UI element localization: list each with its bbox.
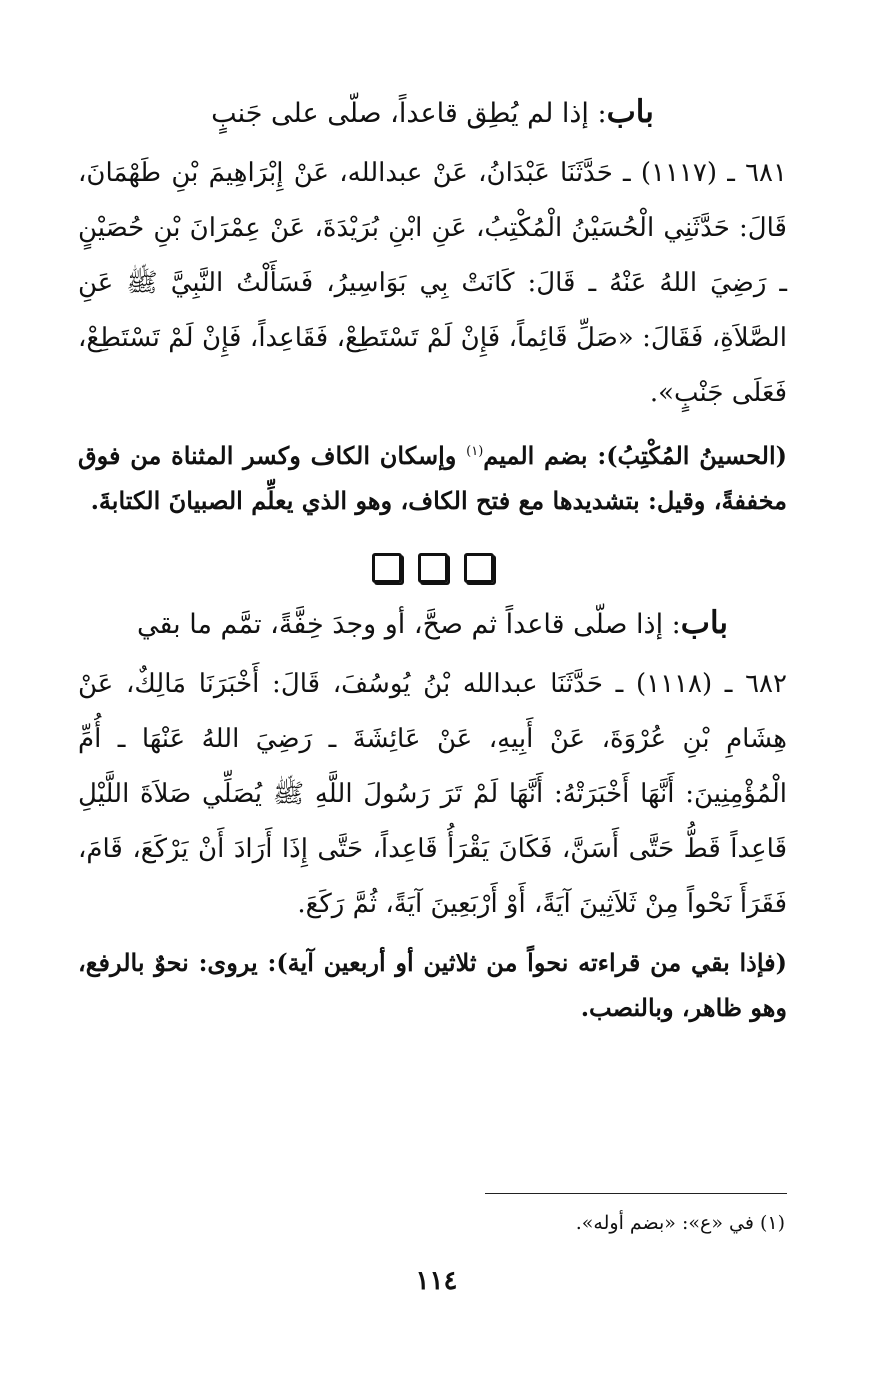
footnote: (١) في «ع»: «بضم أوله». — [575, 1212, 785, 1234]
square-ornament-icon — [418, 553, 448, 583]
hadith-681: ٦٨١ ـ (١١١٧) ـ حَدَّثَنَا عَبْدَانُ، عَنْ عبدالله، عَنْ إِبْرَاهِيمَ بْنِ طَهْمَانَ، قَالَ: حَدَّثَنِي الْحُسَيْنُ الْمُكْتِبُ، عَنِ ابْنِ بُرَيْدَةَ، عَنْ عِمْرَانَ بْنِ حُصَيْنٍ ـ رَضِيَ اللهُ عَنْهُ ـ قَالَ: كَانَتْ بِي بَوَاسِيرُ، فَسَأَلْتُ النَّبِيَّ ﷺ عَنِ الصَّلاَةِ، فَقَالَ: «صَلِّ قَائِماً، فَإِنْ لَمْ تَسْتَطِعْ، فَقَاعِداً، فَإِنْ لَمْ تَسْتَطِعْ، فَعَلَى جَنْبٍ». — [78, 158, 787, 408]
commentary-text-continued: وإسكان الكاف وكسر المثناة من فوق مخففةً، وقيل: بتشديدها مع فتح الكاف، وهو الذي يعلِّم الصبيانَ الكتابةَ. — [78, 441, 787, 515]
square-ornament-icon — [464, 553, 494, 583]
page-body — [78, 92, 787, 1030]
commentary-2: (فإذا بقي من قراءته نحواً من ثلاثين أو أربعين آية): يروى: نحوٌ بالرفع، وهو ظاهر، وبالنصب. — [78, 948, 787, 1022]
chapter-keyword: باب — [606, 94, 654, 130]
chapter-title: : إذا لم يُطِق قاعداً، صلّى على جَنبٍ — [211, 98, 607, 129]
commentary-1 — [78, 429, 787, 523]
hadith-682: ٦٨٢ ـ (١١١٨) ـ حَدَّثَنَا عبدالله بْنُ يُوسُفَ، قَالَ: أَخْبَرَنَا مَالِكٌ، عَنْ هِشَامِ بْنِ عُرْوَةَ، عَنْ أَبِيهِ، عَنْ عَائِشَةَ ـ رَضِيَ اللهُ عَنْهَا ـ أُمِّ الْمُؤْمِنِينَ: أَنَّهَا أَخْبَرَتْهُ: أَنَّهَا لَمْ تَرَ رَسُولَ اللَّهِ ﷺ يُصَلِّي صَلاَةَ اللَّيْلِ قَاعِداً قَطُّ حَتَّى أَسَنَّ، فَكَانَ يَقْرَأُ قَاعِداً، حَتَّى إِذَا أَرَادَ أَنْ يَرْكَعَ، قَامَ، فَقَرَأَ نَحْواً مِنْ ثَلاَثِينَ آيَةً، أَوْ أَرْبَعِينَ آيَةً، ثُمَّ رَكَعَ. — [78, 669, 787, 919]
section-separator — [78, 553, 787, 583]
chapter-heading-2 — [78, 603, 787, 645]
chapter-title: : إذا صلّى قاعداً ثم صحَّ، أو وجدَ خِفَّةً، تمَّم ما بقي — [136, 609, 681, 640]
commentary-text: (الحسينُ المُكْتِبُ): بضم الميم — [483, 441, 787, 470]
chapter-heading-1 — [78, 92, 787, 134]
chapter-keyword: باب — [680, 605, 729, 641]
footnote-divider — [485, 1193, 787, 1194]
square-ornament-icon — [372, 553, 402, 583]
footnote-reference: (١) — [466, 444, 484, 459]
page-number: ١١٤ — [415, 1266, 458, 1296]
